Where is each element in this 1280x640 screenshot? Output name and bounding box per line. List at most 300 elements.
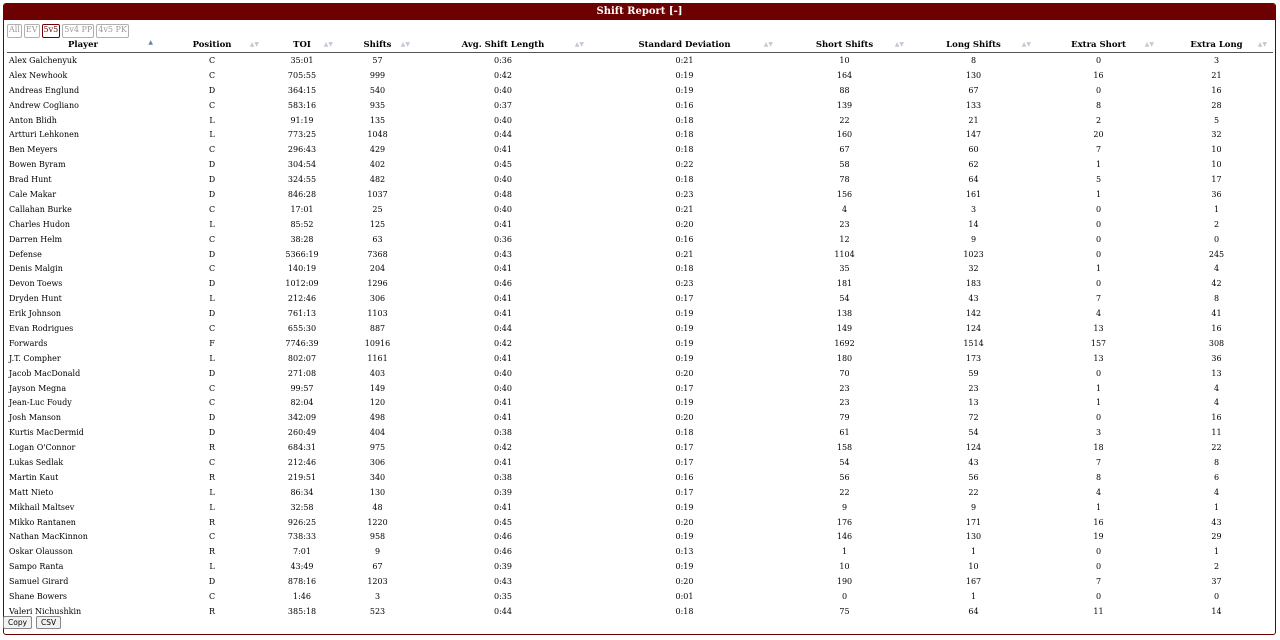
table-cell: C xyxy=(208,264,216,274)
table-row xyxy=(7,485,1273,500)
table-cell: 0:19 xyxy=(675,562,694,572)
table-cell: 999 xyxy=(369,70,386,80)
table-cell: 1 xyxy=(1095,383,1102,393)
table-cell: 61 xyxy=(839,428,850,438)
table-cell: 0:45 xyxy=(494,517,512,527)
table-cell: 0:21 xyxy=(675,249,694,259)
player-name-cell: Lukas Sedlak xyxy=(9,457,64,467)
table-cell: 1220 xyxy=(367,517,388,527)
column-header-label: Avg. Shift Length xyxy=(461,40,545,50)
table-cell: 0:40 xyxy=(494,204,512,214)
column-header-label: Extra Short xyxy=(1071,40,1126,50)
table-row xyxy=(7,455,1273,470)
table-cell: 4 xyxy=(1095,309,1102,319)
table-cell: 0 xyxy=(1095,234,1102,244)
column-header-avg-shift-length[interactable] xyxy=(416,38,590,53)
table-row xyxy=(7,440,1273,455)
table-cell: 0:41 xyxy=(494,219,512,229)
player-name-cell: Evan Rodrigues xyxy=(9,323,74,333)
table-cell: 72 xyxy=(968,413,979,423)
table-cell: L xyxy=(209,487,215,497)
table-cell: C xyxy=(208,592,216,601)
column-header-label: Player xyxy=(68,40,98,50)
table-cell: 0:41 xyxy=(494,264,512,274)
table-cell: 167 xyxy=(965,577,982,587)
table-cell: 2 xyxy=(1213,562,1220,572)
table-cell: 0:46 xyxy=(494,547,512,557)
table-cell: 0:20 xyxy=(675,413,694,423)
table-cell: 64 xyxy=(968,175,979,185)
table-cell: 0:19 xyxy=(675,85,694,95)
table-cell: 23 xyxy=(968,383,979,393)
table-cell: 935 xyxy=(369,100,386,110)
table-cell: 0:44 xyxy=(494,130,512,140)
table-cell: 0:17 xyxy=(675,443,694,453)
table-cell: 0:20 xyxy=(675,517,694,527)
table-cell: 7 xyxy=(1095,294,1102,304)
table-row xyxy=(7,515,1273,530)
table-cell: 0:36 xyxy=(494,234,512,244)
table-cell: R xyxy=(208,443,216,453)
filter-4v5-pk[interactable]: 4v5 PK xyxy=(96,24,129,38)
table-cell: 156 xyxy=(836,189,853,199)
table-cell: 738:33 xyxy=(287,532,317,542)
table-cell: 958 xyxy=(369,532,386,542)
player-name-cell: Matt Nieto xyxy=(9,487,54,497)
table-cell: 130 xyxy=(369,487,386,497)
table-cell: 306 xyxy=(369,294,386,304)
table-row xyxy=(7,157,1273,172)
sort-icon: ▲▼ xyxy=(1021,41,1031,48)
table-cell: 12 xyxy=(839,234,850,244)
column-header-standard-deviation[interactable] xyxy=(590,38,779,53)
copy-button[interactable]: Copy xyxy=(3,616,32,629)
table-cell: 4 xyxy=(841,204,848,214)
table-cell: 180 xyxy=(836,353,853,363)
table-cell: 67 xyxy=(839,145,850,155)
table-cell: D xyxy=(208,249,216,259)
table-cell: 4 xyxy=(1213,487,1220,497)
table-cell: 0 xyxy=(1095,249,1102,259)
player-name-cell: Brad Hunt xyxy=(9,175,52,185)
table-cell: 0:41 xyxy=(494,294,512,304)
table-cell: 9 xyxy=(374,547,381,557)
column-header-short-shifts[interactable] xyxy=(779,38,910,53)
sort-icon: ▲▼ xyxy=(574,41,584,48)
table-cell: 17:01 xyxy=(290,204,314,214)
table-cell: 0:17 xyxy=(675,383,694,393)
table-row xyxy=(7,470,1273,485)
table-cell: 0:40 xyxy=(494,115,512,125)
player-name-cell: Sampo Ranta xyxy=(9,562,64,572)
table-cell: 0:21 xyxy=(675,204,694,214)
table-cell: 125 xyxy=(369,219,386,229)
table-row xyxy=(7,544,1273,559)
sort-icon: ▲▼ xyxy=(1144,41,1154,48)
table-cell: 0:21 xyxy=(675,55,694,65)
table-cell: 5 xyxy=(1213,115,1220,125)
column-header-long-shifts[interactable] xyxy=(910,38,1037,53)
table-row xyxy=(7,187,1273,202)
table-cell: 3 xyxy=(374,592,381,601)
table-cell: 4 xyxy=(1095,487,1102,497)
table-cell: 16 xyxy=(1211,85,1222,95)
table-cell: 56 xyxy=(968,472,979,482)
table-cell: 130 xyxy=(965,532,982,542)
table-cell: 23 xyxy=(839,398,850,408)
table-row xyxy=(7,127,1273,142)
table-cell: D xyxy=(208,428,216,438)
table-cell: 1514 xyxy=(963,338,984,348)
table-cell: 0 xyxy=(1213,234,1220,244)
table-row xyxy=(7,336,1273,351)
player-name-cell: Bowen Byram xyxy=(9,160,66,170)
column-header-extra-long[interactable] xyxy=(1160,38,1273,53)
table-cell: C xyxy=(208,55,216,65)
table-cell: 0 xyxy=(1095,592,1102,601)
table-cell: 13 xyxy=(1093,323,1104,333)
player-name-cell: Andrew Cogliano xyxy=(9,100,79,110)
table-cell: 25 xyxy=(372,204,383,214)
table-row xyxy=(7,232,1273,247)
csv-button[interactable]: CSV xyxy=(36,616,61,629)
table-cell: 0:16 xyxy=(675,472,694,482)
table-cell: 0:18 xyxy=(675,606,694,616)
table-row xyxy=(7,247,1273,262)
table-cell: 271:08 xyxy=(287,368,317,378)
table-cell: 0:19 xyxy=(675,353,694,363)
table-cell: 124 xyxy=(965,323,982,333)
table-row xyxy=(7,381,1273,396)
table-row xyxy=(7,500,1273,515)
table-cell: C xyxy=(208,100,216,110)
table-cell: 29 xyxy=(1211,532,1222,542)
table-cell: 1161 xyxy=(367,353,388,363)
player-name-cell: Cale Makar xyxy=(9,189,57,199)
table-cell: 308 xyxy=(1208,338,1225,348)
table-cell: 8 xyxy=(1095,100,1102,110)
table-cell: 0:41 xyxy=(494,398,512,408)
column-header-label: Extra Long xyxy=(1190,40,1243,50)
table-cell: 498 xyxy=(369,413,386,423)
table-cell: 10 xyxy=(839,562,850,572)
table-cell: F xyxy=(209,338,215,348)
table-cell: 0:22 xyxy=(675,160,694,170)
table-row xyxy=(7,276,1273,291)
table-cell: 1037 xyxy=(367,189,388,199)
table-cell: 54 xyxy=(839,294,850,304)
table-cell: D xyxy=(208,279,216,289)
player-name-cell: Devon Toews xyxy=(9,279,63,289)
table-cell: 0:19 xyxy=(675,338,694,348)
table-cell: 705:55 xyxy=(287,70,317,80)
table-cell: 1 xyxy=(1213,547,1220,557)
table-cell: L xyxy=(209,294,215,304)
table-cell: 9 xyxy=(841,502,848,512)
player-name-cell: Anton Blidh xyxy=(9,115,57,125)
table-cell: 0:16 xyxy=(675,234,694,244)
column-header-toi[interactable] xyxy=(265,38,339,53)
table-cell: 0:01 xyxy=(675,592,694,601)
table-cell: 0 xyxy=(1095,85,1102,95)
table-cell: 0:43 xyxy=(494,577,512,587)
table-cell: 0 xyxy=(1095,219,1102,229)
filter-ev[interactable]: EV xyxy=(24,24,40,38)
table-cell: 540 xyxy=(369,85,386,95)
column-header-label: TOI xyxy=(293,40,311,50)
table-cell: 3 xyxy=(1213,55,1220,65)
table-cell: 14 xyxy=(968,219,979,229)
table-cell: 147 xyxy=(965,130,982,140)
table-cell: 0:42 xyxy=(494,443,512,453)
table-cell: 1 xyxy=(841,547,848,557)
player-name-cell: J.T. Compher xyxy=(9,353,61,363)
table-cell: C xyxy=(208,457,216,467)
table-cell: 7:01 xyxy=(293,547,311,557)
table-cell: 16 xyxy=(1211,323,1222,333)
table-cell: 1 xyxy=(970,547,977,557)
table-cell: 88 xyxy=(839,85,850,95)
table-row xyxy=(7,113,1273,128)
table-cell: 0:41 xyxy=(494,457,512,467)
table-cell: 41 xyxy=(1211,309,1222,319)
table-cell: 171 xyxy=(965,517,982,527)
table-cell: 18 xyxy=(1093,443,1104,453)
table-cell: 82:04 xyxy=(290,398,314,408)
table-cell: D xyxy=(208,413,216,423)
table-cell: R xyxy=(208,547,216,557)
table-cell: 75 xyxy=(839,606,850,616)
table-cell: L xyxy=(209,115,215,125)
table-cell: 7746:39 xyxy=(285,338,319,348)
table-cell: 22 xyxy=(839,115,850,125)
table-cell: 43 xyxy=(1211,517,1222,527)
table-cell: C xyxy=(208,145,216,155)
table-row xyxy=(7,306,1273,321)
table-cell: 0 xyxy=(841,592,848,601)
table-cell: L xyxy=(209,130,215,140)
player-name-cell: Darren Helm xyxy=(9,234,63,244)
table-cell: 22 xyxy=(1211,443,1222,453)
table-cell: 0 xyxy=(1095,368,1102,378)
table-cell: 21 xyxy=(1211,70,1222,80)
player-name-cell: Jayson Megna xyxy=(9,383,67,393)
table-cell: 364:15 xyxy=(287,85,317,95)
table-cell: 10 xyxy=(839,55,850,65)
table-cell: 1 xyxy=(1095,189,1102,199)
table-cell: 8 xyxy=(1213,457,1220,467)
sort-icon: ▲▼ xyxy=(249,41,259,48)
table-cell: 67 xyxy=(372,562,383,572)
table-cell: 22 xyxy=(839,487,850,497)
sort-icon: ▲▼ xyxy=(1257,41,1267,48)
table-row xyxy=(7,68,1273,83)
player-name-cell: Defense xyxy=(9,249,42,259)
table-cell: 20 xyxy=(1093,130,1104,140)
table-cell: 0 xyxy=(1095,562,1102,572)
player-name-cell: Samuel Girard xyxy=(9,577,69,587)
table-cell: 11 xyxy=(1211,428,1222,438)
table-cell: D xyxy=(208,85,216,95)
table-row xyxy=(7,559,1273,574)
player-name-cell: Logan O'Connor xyxy=(9,443,76,453)
table-cell: 0:48 xyxy=(494,189,512,199)
table-cell: 0:40 xyxy=(494,175,512,185)
table-cell: 340 xyxy=(369,472,386,482)
player-name-cell: Forwards xyxy=(9,338,48,348)
table-cell: 0 xyxy=(1213,592,1220,601)
table-row xyxy=(7,142,1273,157)
table-cell: 0:17 xyxy=(675,487,694,497)
sort-asc-icon: ▲ xyxy=(148,39,153,46)
table-row xyxy=(7,202,1273,217)
table-cell: 85:52 xyxy=(290,219,314,229)
table-cell: 138 xyxy=(836,309,853,319)
table-cell: 57 xyxy=(372,55,383,65)
player-name-cell: Erik Johnson xyxy=(9,309,62,319)
table-cell: 402 xyxy=(369,160,386,170)
table-cell: C xyxy=(208,532,216,542)
table-cell: 120 xyxy=(369,398,386,408)
table-cell: 0:18 xyxy=(675,175,694,185)
table-cell: 1296 xyxy=(367,279,388,289)
table-cell: 173 xyxy=(965,353,982,363)
table-cell: 975 xyxy=(369,443,386,453)
table-cell: 8 xyxy=(1095,472,1102,482)
table-cell: 54 xyxy=(839,457,850,467)
table-cell: 0:39 xyxy=(494,487,512,497)
table-cell: 35 xyxy=(839,264,850,274)
player-name-cell: Valeri Nichushkin xyxy=(9,606,82,616)
table-cell: 149 xyxy=(369,383,386,393)
table-cell: 0:38 xyxy=(494,428,512,438)
table-cell: 887 xyxy=(369,323,386,333)
table-cell: 2 xyxy=(1095,115,1102,125)
table-cell: L xyxy=(209,353,215,363)
table-cell: 212:46 xyxy=(287,457,317,467)
player-name-cell: Alex Galchenyuk xyxy=(9,55,77,65)
player-name-cell: Oskar Olausson xyxy=(9,547,73,557)
table-cell: 36 xyxy=(1211,189,1222,199)
player-name-cell: Alex Newhook xyxy=(9,70,68,80)
table-row xyxy=(7,366,1273,381)
table-cell: 16 xyxy=(1093,70,1104,80)
table-cell: 79 xyxy=(839,413,850,423)
table-cell: 17 xyxy=(1211,175,1222,185)
filter-5v5[interactable]: 5v5 xyxy=(42,24,61,38)
table-cell: 67 xyxy=(968,85,979,95)
table-row xyxy=(7,574,1273,589)
table-cell: 684:31 xyxy=(287,443,317,453)
player-name-cell: Denis Malgin xyxy=(9,264,63,274)
table-cell: 0:19 xyxy=(675,532,694,542)
table-cell: 219:51 xyxy=(287,472,317,482)
table-cell: 1012:09 xyxy=(285,279,319,289)
table-cell: C xyxy=(208,383,216,393)
table-cell: D xyxy=(208,160,216,170)
column-header-player[interactable] xyxy=(7,38,159,53)
table-row xyxy=(7,291,1273,306)
table-cell: 1023 xyxy=(963,249,984,259)
table-cell: 761:13 xyxy=(287,309,317,319)
table-row xyxy=(7,217,1273,232)
table-cell: 78 xyxy=(839,175,850,185)
column-header-shifts[interactable] xyxy=(339,38,416,53)
player-name-cell: Nathan MacKinnon xyxy=(9,532,88,542)
player-name-cell: Josh Manson xyxy=(9,413,62,423)
sort-icon: ▲▼ xyxy=(400,41,410,48)
table-row xyxy=(7,98,1273,113)
table-row xyxy=(7,53,1273,68)
table-cell: 99:57 xyxy=(290,383,314,393)
table-row xyxy=(7,589,1273,604)
player-name-cell: Shane Bowers xyxy=(9,592,68,601)
table-cell: 0:20 xyxy=(675,577,694,587)
column-header-label: Position xyxy=(192,40,232,50)
table-cell: 0:37 xyxy=(494,100,512,110)
player-name-cell: Charles Hudon xyxy=(9,219,71,229)
table-cell: 306 xyxy=(369,457,386,467)
table-cell: 22 xyxy=(968,487,979,497)
table-cell: D xyxy=(208,309,216,319)
table-cell: 482 xyxy=(369,175,386,185)
column-header-position[interactable] xyxy=(159,38,265,53)
table-cell: 802:07 xyxy=(287,353,317,363)
filter-all[interactable]: All xyxy=(7,24,22,38)
table-cell: C xyxy=(208,323,216,333)
table-cell: 0 xyxy=(1095,547,1102,557)
table-cell: 48 xyxy=(372,502,383,512)
table-cell: 0:19 xyxy=(675,323,694,333)
situation-filters xyxy=(4,20,1275,38)
table-cell: L xyxy=(209,562,215,572)
table-cell: 0 xyxy=(1095,204,1102,214)
player-name-cell: Dryden Hunt xyxy=(9,294,62,304)
table-cell: 0:35 xyxy=(494,592,512,601)
table-cell: 583:16 xyxy=(287,100,317,110)
table-row xyxy=(7,604,1273,619)
player-name-cell: Andreas Englund xyxy=(9,85,80,95)
table-cell: 32:58 xyxy=(290,502,314,512)
table-cell: 0:44 xyxy=(494,606,512,616)
table-cell: 23 xyxy=(839,219,850,229)
table-cell: 8 xyxy=(1213,294,1220,304)
table-cell: 0:23 xyxy=(675,279,694,289)
shift-report-panel xyxy=(3,3,1276,635)
table-cell: 19 xyxy=(1093,532,1104,542)
table-row xyxy=(7,83,1273,98)
column-header-label: Long Shifts xyxy=(946,40,1001,50)
table-cell: 59 xyxy=(968,368,979,378)
panel-title[interactable]: Shift Report [-] xyxy=(4,4,1275,20)
table-cell: 878:16 xyxy=(287,577,317,587)
table-cell: 0:40 xyxy=(494,383,512,393)
table-cell: 56 xyxy=(839,472,850,482)
table-cell: 1692 xyxy=(834,338,855,348)
table-cell: 13 xyxy=(1093,353,1104,363)
table-cell: 1:46 xyxy=(293,592,311,601)
sort-icon: ▲▼ xyxy=(894,41,904,48)
table-cell: 63 xyxy=(372,234,383,244)
table-cell: 10916 xyxy=(364,338,391,348)
table-cell: 0:42 xyxy=(494,70,512,80)
table-cell: 35:01 xyxy=(290,55,314,65)
table-header-row xyxy=(7,38,1273,53)
column-header-extra-short[interactable] xyxy=(1037,38,1160,53)
player-name-cell: Mikko Rantanen xyxy=(9,517,76,527)
filter-5v4-pp[interactable]: 5v4 PP xyxy=(62,24,94,38)
table-cell: D xyxy=(208,577,216,587)
